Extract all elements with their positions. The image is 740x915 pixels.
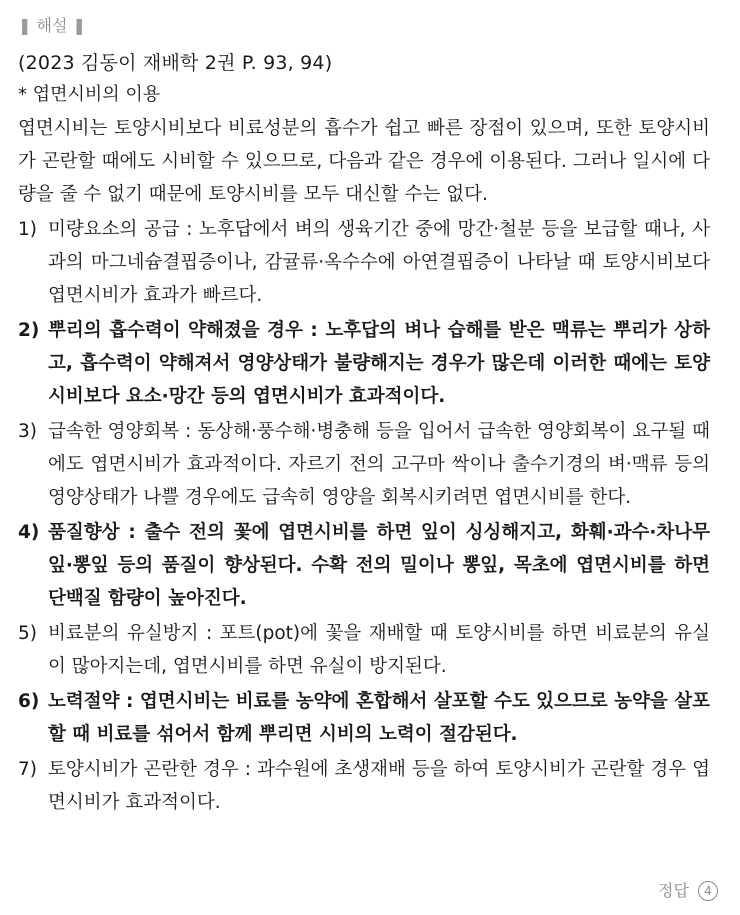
item-text: 비료분의 유실방지 : 포트(pot)에 꽃을 재배할 때 토양시비를 하면 비료분의 유실이 많아지는데, 엽면시비를 하면 유실이 방지된다. [48,623,710,677]
section-label [18,12,710,40]
item-number: 2) [18,320,40,341]
answer-indicator [658,878,718,902]
answer-label: 정답 [657,880,689,900]
item-number: 5) [18,623,37,644]
item-number: 6) [18,691,40,712]
item-number: 3) [18,421,37,442]
list-item-4 [18,516,710,615]
label-bar-right: ❚ [72,16,86,35]
item-text: 품질향상 : 출수 전의 꽃에 엽면시비를 하면 잎이 싱싱해지고, 화훼·과수·차나무 잎·뽕잎 등의 품질이 향상된다. 수확 전의 밀이나 뽕잎, 목초에 엽면시비를 하면 단백질 함량이 높아진다. [48,522,710,609]
list-item-7 [18,753,710,819]
topic-subtitle: * 엽면시비의 이용 [18,84,161,105]
item-text: 토양시비가 곤란한 경우 : 과수원에 초생재배 등을 하여 토양시비가 곤란할 경우 엽면시비가 효과적이다. [48,759,710,813]
list-item-2 [18,314,710,413]
answer-circled-number: 4 [698,881,718,901]
item-number: 1) [18,219,37,240]
item-text: 뿌리의 흡수력이 약해졌을 경우 : 노후답의 벼나 습해를 받은 맥류는 뿌리가 상하고, 흡수력이 약해져서 영양상태가 불량해지는 경우가 많은데 이러한 때에는 토양시비보다 요소·망간 등의 엽면시비가 효과적이다. [48,320,710,407]
list-item-3 [18,415,710,514]
item-text: 급속한 영양회복 : 동상해·풍수해·병충해 등을 입어서 급속한 영양회복이 요구될 때에도 엽면시비가 효과적이다. 자르기 전의 고구마 싹이나 출수기경의 벼·맥류 등의 영양상태가 나쁠 경우에도 급속히 영양을 회복시키려면 엽면시비를 한다. [48,421,710,508]
list-item-6 [18,685,710,751]
list-item-1 [18,213,710,312]
item-number: 7) [18,759,37,780]
source-reference: (2023 김동이 재배학 2권 P. 93, 94) [18,52,333,74]
label-bar-left: ❚ [18,16,32,35]
section-label-text: 해설 [36,16,68,35]
list-item-5 [18,617,710,683]
item-text: 미량요소의 공급 : 노후답에서 벼의 생육기간 중에 망간·철분 등을 보급할 때나, 사과의 마그네슘결핍증이나, 감귤류·옥수수에 아연결핍증이 나타날 때 토양시비보다 엽면시비가 효과가 빠르다. [48,219,710,306]
item-text: 노력절약 : 엽면시비는 비료를 농약에 혼합해서 살포할 수도 있으므로 농약을 살포할 때 비료를 섞어서 함께 뿌리면 시비의 노력이 절감된다. [48,691,710,745]
intro-paragraph: 엽면시비는 토양시비보다 비료성분의 흡수가 쉽고 빠른 장점이 있으며, 또한 토양시비가 곤란할 때에도 시비할 수 있으므로, 다음과 같은 경우에 이용된다. 그러나 일시에 다량을 줄 수 없기 때문에 토양시비를 모두 대신할 수는 없다. [18,118,710,205]
item-number: 4) [18,522,40,543]
